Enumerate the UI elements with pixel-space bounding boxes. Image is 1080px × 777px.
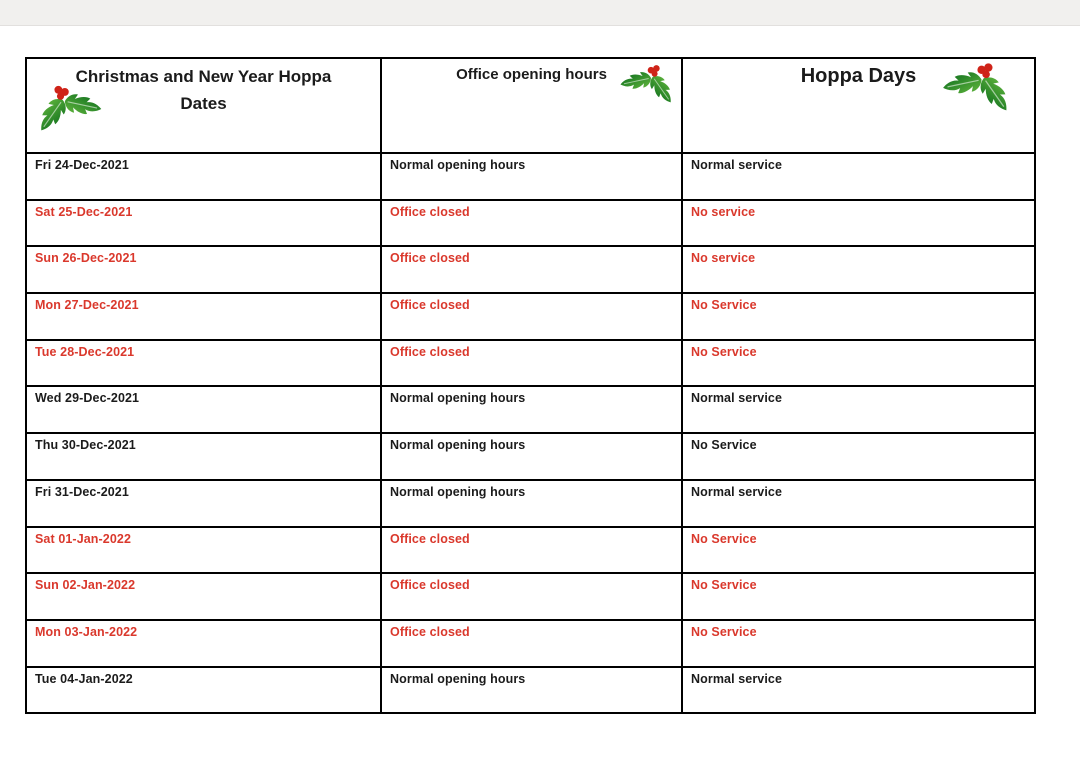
table-row (26, 667, 1035, 714)
service-cell: No Service (682, 433, 1035, 480)
date-cell: Sun 02-Jan-2022 (26, 573, 381, 620)
office-hours-cell: Normal opening hours (381, 386, 682, 433)
date-cell: Fri 24-Dec-2021 (26, 153, 381, 200)
office-hours-cell: Office closed (381, 573, 682, 620)
table-row (26, 386, 1035, 433)
service-cell: No service (682, 246, 1035, 293)
header-office-cell (381, 58, 682, 153)
date-cell: Tue 28-Dec-2021 (26, 340, 381, 387)
header-office-label: Office opening hours (456, 66, 607, 83)
service-cell: Normal service (682, 667, 1035, 714)
date-cell: Sat 25-Dec-2021 (26, 200, 381, 247)
header-hoppa-days-label: Hoppa Days (800, 65, 917, 87)
date-cell: Tue 04-Jan-2022 (26, 667, 381, 714)
date-cell: Thu 30-Dec-2021 (26, 433, 381, 480)
holly-icon (928, 60, 1020, 122)
service-cell: Normal service (682, 480, 1035, 527)
table-row (26, 573, 1035, 620)
service-cell: Normal service (682, 153, 1035, 200)
date-cell: Mon 03-Jan-2022 (26, 620, 381, 667)
holly-icon (609, 59, 681, 115)
office-hours-cell: Office closed (381, 200, 682, 247)
header-dates-label: Christmas and New Year Hoppa Dates (75, 67, 332, 113)
office-hours-cell: Normal opening hours (381, 667, 682, 714)
office-hours-cell: Normal opening hours (381, 153, 682, 200)
date-cell: Sat 01-Jan-2022 (26, 527, 381, 574)
header-row (26, 58, 1035, 153)
header-hoppa-days-cell (682, 58, 1035, 153)
header-dates-cell (26, 58, 381, 153)
service-cell: No Service (682, 620, 1035, 667)
service-cell: No Service (682, 340, 1035, 387)
table-row (26, 293, 1035, 340)
date-cell: Fri 31-Dec-2021 (26, 480, 381, 527)
date-cell: Sun 26-Dec-2021 (26, 246, 381, 293)
office-hours-cell: Office closed (381, 620, 682, 667)
service-cell: No Service (682, 527, 1035, 574)
office-hours-cell: Normal opening hours (381, 480, 682, 527)
service-cell: Normal service (682, 386, 1035, 433)
office-hours-cell: Office closed (381, 246, 682, 293)
service-cell: No Service (682, 293, 1035, 340)
office-hours-cell: Office closed (381, 527, 682, 574)
holly-icon (29, 81, 115, 143)
office-hours-cell: Office closed (381, 340, 682, 387)
office-hours-cell: Office closed (381, 293, 682, 340)
table-row (26, 246, 1035, 293)
date-cell: Wed 29-Dec-2021 (26, 386, 381, 433)
table-row (26, 433, 1035, 480)
service-cell: No service (682, 200, 1035, 247)
table-body (26, 153, 1035, 713)
hoppa-schedule-table (25, 57, 1036, 714)
table-row (26, 620, 1035, 667)
office-hours-cell: Normal opening hours (381, 433, 682, 480)
table-row (26, 340, 1035, 387)
service-cell: No Service (682, 573, 1035, 620)
table-row (26, 200, 1035, 247)
table-row (26, 153, 1035, 200)
date-cell: Mon 27-Dec-2021 (26, 293, 381, 340)
top-band (0, 0, 1080, 26)
table-row (26, 480, 1035, 527)
table-row (26, 527, 1035, 574)
